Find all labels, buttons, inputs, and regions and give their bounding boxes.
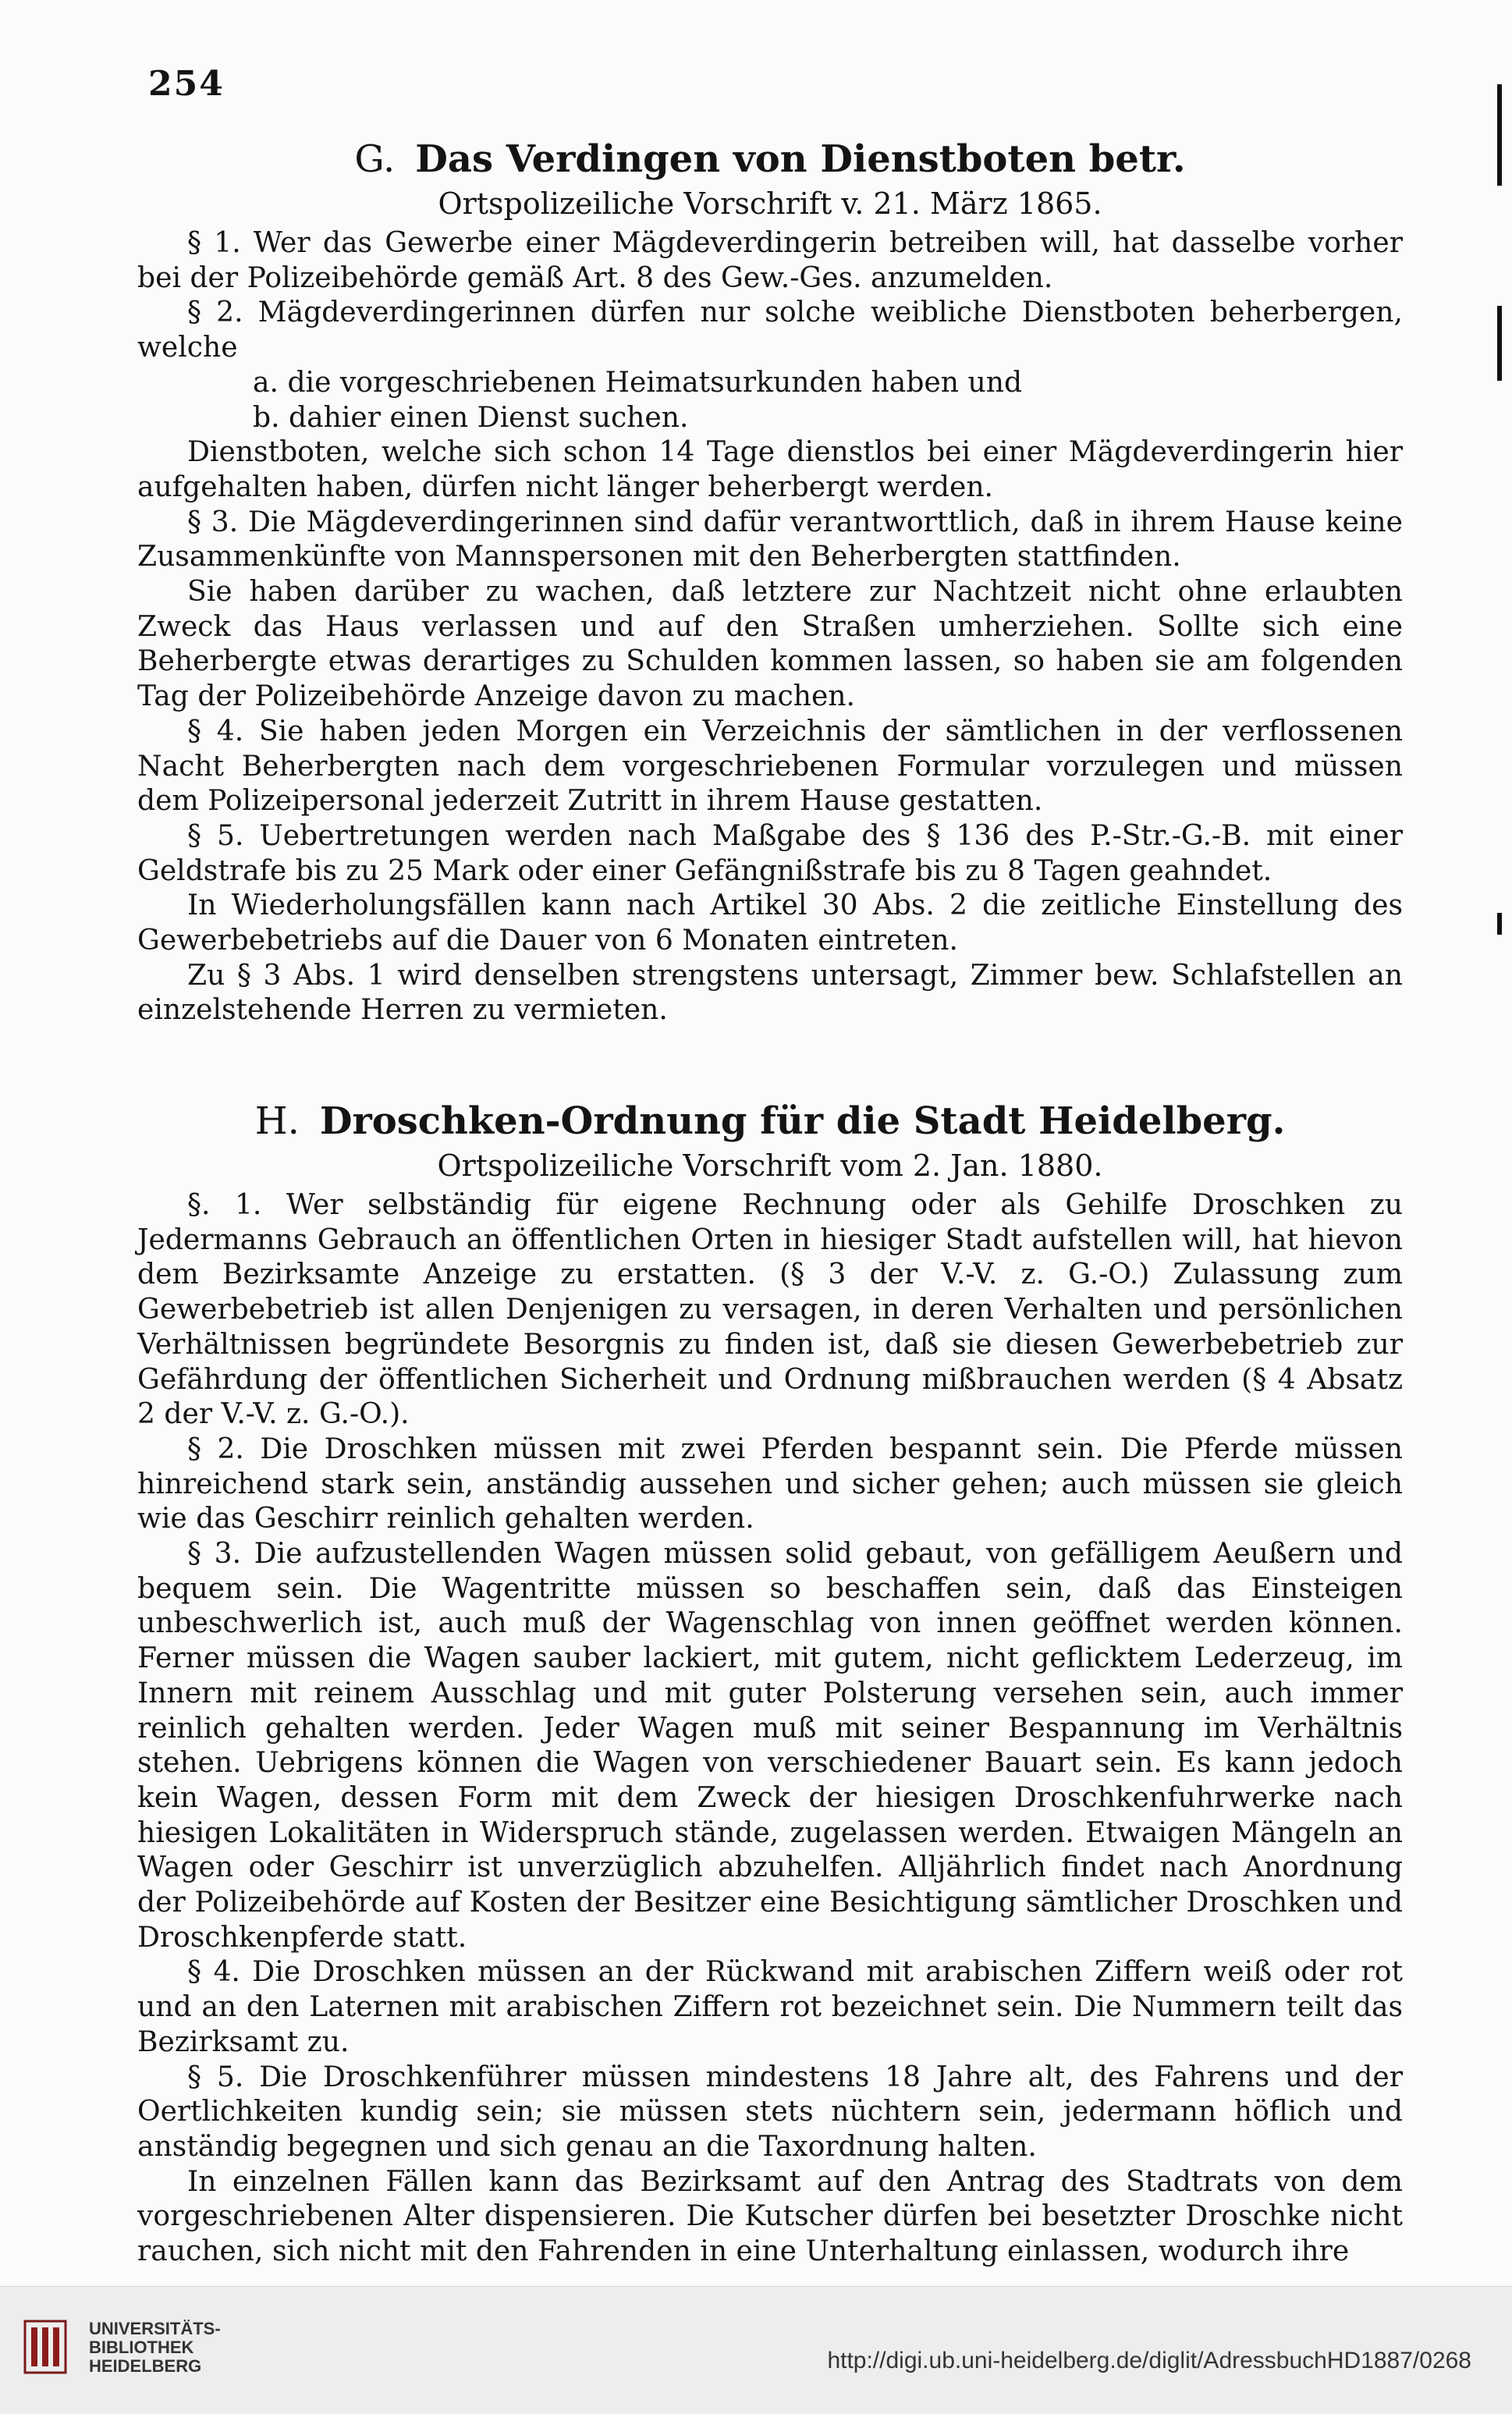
- library-name-line: BIBLIOTHEK: [89, 2338, 194, 2357]
- paragraph: Sie haben darüber zu wachen, daß letztere zur Nachtzeit nicht ohne erlaubten Zweck das Haus verlassen und auf den Straßen umherziehen. Sollte sich eine Beherbergte etwas derartiges zu Schulden kommen lassen, so haben sie am folgenden Tag der Polizeibehörde Anzeige davon zu machen.: [137, 575, 1403, 713]
- library-name-line: HEIDELBERG: [89, 2356, 202, 2376]
- paragraph: § 5. Uebertretungen werden nach Maßgabe des § 136 des P.-Str.-G.-B. mit einer Geldstrafe bis zu 25 Mark oder einer Gefängnißstrafe bis zu 8 Tagen geahndet.: [137, 818, 1403, 887]
- margin-rule: [1497, 84, 1502, 186]
- section-h-heading: [137, 1099, 1403, 1144]
- footer-bar: [0, 2286, 1512, 2414]
- section-subtitle: Ortspolizeiliche Vorschrift vom 2. Jan. 1880.: [437, 1148, 1103, 1183]
- library-name: [89, 2320, 221, 2376]
- paragraph: § 2. Die Droschken müssen mit zwei Pferden bespannt sein. Die Pferde müssen hinreichend stark sein, anständig aussehen und sicher gehen; auch müssen sie gleich wie das Geschirr reinlich gehalten werden.: [137, 1432, 1403, 1535]
- paragraph: §. 1. Wer selbständig für eigene Rechnung oder als Gehilfe Droschken zu Jedermanns Gebrauch an öffentlichen Orten in hiesiger Stadt aufstellen will, hat hievon dem Bezirksamte Anzeige zu erstatten. (§ 3 der V.-V. z. G.-O.) Zulassung zum Gewerbebetrieb ist allen Denjenigen zu versagen, in deren Verhalten und persönlichen Verhältnissen begründete Besorgnis zu finden ist, daß sie diesen Gewerbebetrieb zur Gefährdung der öffentlichen Sicherheit und Ordnung mißbrauchen werden (§ 4 Absatz 2 der V.-V. z. G.-O.).: [137, 1188, 1403, 1431]
- list-item: a. die vorgeschriebenen Heimatsurkunden haben und: [253, 365, 1023, 399]
- list-item: b. dahier einen Dienst suchen.: [253, 400, 689, 434]
- source-url-link[interactable]: http://digi.ub.uni-heidelberg.de/diglit/AdressbuchHD1887/0268: [827, 2348, 1471, 2373]
- library-name-line: UNIVERSITÄTS-: [89, 2319, 221, 2338]
- paragraph: § 3. Die aufzustellenden Wagen müssen solid gebaut, von gefälligem Aeußern und bequem sein. Die Wagentritte müssen so beschaffen sein, daß das Einsteigen unbeschwerlich ist, auch muß der Wagenschlag von innen geöffnet werden können. Ferner müssen die Wagen sauber lackiert, mit gutem, nicht geflicktem Lederzeug, im Innern mit reinem Ausschlag und mit guter Polsterung versehen sein, auch immer reinlich gehalten werden. Jeder Wagen muß mit seiner Bespannung im Verhältnis stehen. Uebrigens können die Wagen von verschiedener Bauart sein. Es kann jedoch kein Wagen, dessen Form mit dem Zweck der hiesigen Droschkenfuhrwerke nach hiesigen Lokalitäten in Widerspruch stände, zugelassen werden. Etwaigen Mängeln an Wagen oder Geschirr ist unverzüglich abzuhelfen. Alljährlich findet nach Anordnung der Polizeibehörde auf Kosten der Besitzer eine Besichtigung sämtlicher Droschken und Droschkenpferde statt.: [137, 1537, 1403, 1954]
- section-title: Droschken-Ordnung für die Stadt Heidelberg.: [319, 1099, 1286, 1143]
- library-logo-icon: [22, 2316, 69, 2377]
- paragraph: In einzelnen Fällen kann das Bezirksamt auf den Antrag des Stadtrats von dem vorgeschriebenen Alter dispensieren. Die Kutscher dürfen bei besetzter Droschke nicht rauchen, sich nicht mit den Fahrenden in eine Unterhaltung einlassen, wodurch ihre: [137, 2164, 1403, 2268]
- margin-rule: [1497, 913, 1502, 935]
- section-g-heading: [137, 137, 1403, 182]
- section-subtitle: Ortspolizeiliche Vorschrift v. 21. März 1865.: [438, 186, 1102, 221]
- margin-rule: [1497, 306, 1502, 381]
- paragraph: § 1. Wer das Gewerbe einer Mägdeverdingerin betreiben will, hat dasselbe vorher bei der Polizeibehörde gemäß Art. 8 des Gew.-Ges. anzumelden.: [137, 226, 1403, 294]
- section-g: [137, 137, 1403, 1028]
- section-letter: G.: [354, 137, 396, 181]
- paragraph: § 4. Die Droschken müssen an der Rückwand mit arabischen Ziffern weiß oder rot und an den Laternen mit arabischen Ziffern rot bezeichnet sein. Die Nummern teilt das Bezirksamt zu.: [137, 1955, 1403, 2058]
- paragraph: § 3. Die Mägdeverdingerinnen sind dafür verantworttlich, daß in ihrem Hause keine Zusammenkünfte von Mannspersonen mit den Beherbergten stattfinden.: [137, 505, 1403, 573]
- paragraph: § 2. Mägdeverdingerinnen dürfen nur solche weibliche Dienstboten beherbergen, welche: [137, 296, 1403, 364]
- paragraph: Zu § 3 Abs. 1 wird denselben strengstens untersagt, Zimmer bew. Schlafstellen an einzelstehende Herren zu vermieten.: [137, 958, 1403, 1027]
- paragraph: § 5. Die Droschkenführer müssen mindestens 18 Jahre alt, des Fahrens und der Oertlichkeiten kundig sein; sie müssen stets nüchtern sein, jedermann höflich und anständig begegnen und sich genau an die Taxordnung halten.: [137, 2060, 1403, 2163]
- section-h: [137, 1099, 1403, 2269]
- section-letter: H.: [254, 1099, 300, 1143]
- paragraph: Dienstboten, welche sich schon 14 Tage dienstlos bei einer Mägdeverdingerin hier aufgehalten haben, dürfen nicht länger beherbergt werden.: [137, 435, 1403, 503]
- paragraph: § 4. Sie haben jeden Morgen ein Verzeichnis der sämtlichen in der verflossenen Nacht Beherbergten nach dem vorgeschriebenen Formular vorzulegen und müssen dem Polizeipersonal jederzeit Zutritt in ihrem Hause gestatten.: [137, 714, 1403, 818]
- paragraph: In Wiederholungsfällen kann nach Artikel 30 Abs. 2 die zeitliche Einstellung des Gewerbebetriebs auf die Dauer von 6 Monaten eintreten.: [137, 889, 1403, 957]
- section-title: Das Verdingen von Dienstboten betr.: [415, 137, 1186, 181]
- page-number: 254: [148, 64, 225, 104]
